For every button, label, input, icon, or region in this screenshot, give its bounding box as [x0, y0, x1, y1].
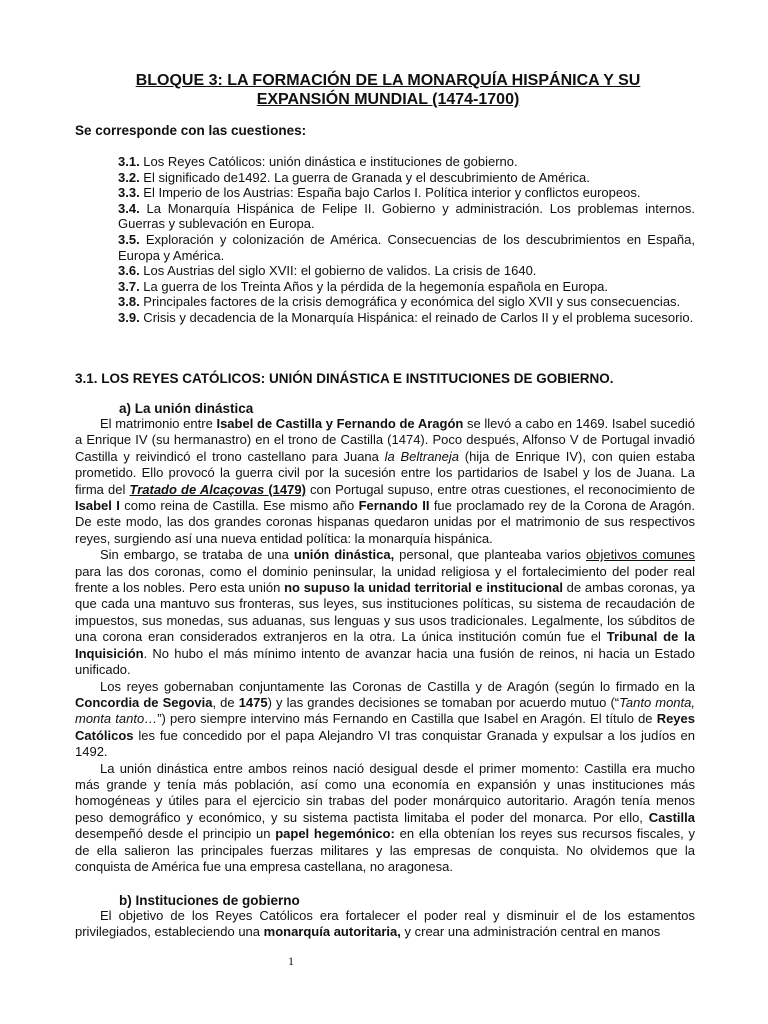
- question-text: Los Reyes Católicos: unión dinástica e instituciones de gobierno.: [139, 154, 518, 169]
- question-text: La Monarquía Hispánica de Felipe II. Gobierno y administración. Los problemas internos. Guerras y sublevación en Europa.: [118, 200, 695, 232]
- text-run: la Beltraneja: [384, 448, 460, 464]
- text-run: no supuso la unidad territorial e institucional: [284, 580, 563, 596]
- question-item: [118, 154, 695, 170]
- text-run: La unión dinástica entre ambos reinos nació desigual desde el primer momento: Castilla era mucho más grande y tenía más población, así como una economía en expansión y unas instituciones más homogéneas y útiles para el ejercicio sin trabas del poder monárquico autoritario. Aragón tenía menos peso demográfico y económico, y su sistema pactista limitaba el poder del monarca. Por ello,: [75, 760, 695, 825]
- questions-intro-label: Se corresponde con las cuestiones:: [75, 123, 307, 138]
- section-heading: 3.1. LOS REYES CATÓLICOS: UNIÓN DINÁSTICA E INSTITUCIONES DE GOBIERNO.: [75, 371, 614, 386]
- text-run: 1475: [238, 694, 268, 710]
- question-item: [118, 310, 695, 326]
- questions-list: [118, 154, 695, 326]
- text-run: de ambas coronas, ya que cada una mantuvo sus fronteras, sus leyes, sus instituciones políticas, su sistema de recaudación de impuestos, sus monedas, sus aduanas, sus lenguas y sus usos tradicionales. Legalmente, los súbditos de una corona eran considerados extranjeros en la otra. La única institución común fue el: [75, 580, 695, 645]
- text-run: ”) pero siempre intervino más Fernando en Castilla que Isabel en Aragón. El título de: [157, 711, 657, 727]
- text-run: Fernando II: [358, 498, 430, 514]
- question-text: El significado de1492. La guerra de Granada y el descubrimiento de América.: [139, 169, 590, 185]
- text-run: Isabel de Castilla y Fernando de Aragón: [216, 416, 464, 431]
- text-run: unión dinástica,: [293, 547, 395, 563]
- text-run: monarquía autoritaria,: [263, 924, 401, 940]
- text-run: fue proclamado rey de la Corona de Aragón. De este modo, las dos grandes coronas hispanas quedaron unidas por el matrimonio de sus respectivos reyes, surgiendo así una nueva entidad política: la monarquía hispánica.: [75, 498, 695, 546]
- question-number: 3.9.: [118, 309, 140, 325]
- text-run: El matrimonio entre: [100, 416, 217, 431]
- paragraph: [75, 547, 695, 678]
- question-text: Principales factores de la crisis demográfica y económica del siglo XVII y sus consecuencias.: [139, 294, 681, 310]
- question-item: [118, 201, 695, 232]
- paragraph: [75, 416, 695, 547]
- text-run: (hija de Enrique IV), con quien estaba prometido. Ello provocó la guerra civil por la sucesión entre los partidarios de Isabel y los de Juana. La firma del: [75, 448, 695, 497]
- text-run: Reyes Católicos: [75, 711, 695, 743]
- question-text: El Imperio de los Austrias: España bajo Carlos I. Política interior y conflictos europeos.: [139, 185, 641, 201]
- text-run: Sin embargo, se trataba de una: [100, 547, 294, 563]
- text-run: en ella obtenían los reyes sus recursos fiscales, y de ella salieron las principales fuerzas militares y las empresas de conquista. No olvidemos que la conquista de América fue una empresa castellana, no aragonesa.: [75, 826, 695, 874]
- question-text: Los Austrias del siglo XVII: el gobierno de validos. La crisis de 1640.: [139, 263, 537, 279]
- text-run: con Portugal supuso, entre otras cuestiones, el reconocimiento de: [305, 481, 695, 497]
- paragraph: [75, 761, 695, 876]
- question-item: [118, 170, 695, 186]
- document-title-line-1: BLOQUE 3: LA FORMACIÓN DE LA MONARQUÍA HISPÁNICA Y SU: [135, 72, 641, 89]
- text-run: Isabel I: [75, 498, 120, 514]
- text-run: Tribunal de la Inquisición: [75, 629, 696, 661]
- text-run: personal, que planteaba varios: [394, 547, 586, 563]
- paragraph: [75, 679, 695, 761]
- text-run: ) y las grandes decisiones se tomaban por acuerdo mutuo (“: [267, 694, 620, 710]
- text-run: les fue concedido por el papa Alejandro VI tras conquistar Granada y expulsar a los judíos en 1492.: [75, 727, 695, 760]
- paragraph: [75, 908, 695, 941]
- subsection-a-body: [75, 416, 695, 875]
- question-text: La guerra de los Treinta Años y la pérdida de la hegemonía española en Europa.: [139, 278, 609, 294]
- question-item: [118, 185, 695, 201]
- question-number: 3.6.: [118, 263, 140, 279]
- question-item: [118, 279, 695, 295]
- text-run: y crear una administración central en manos: [400, 924, 661, 940]
- text-run: . No hubo el más mínimo intento de avanzar hacia una fusión de reinos, ni hacia un Estado unificado.: [75, 645, 695, 678]
- text-run: Castilla: [648, 809, 695, 825]
- text-run: papel hegemónico:: [275, 826, 395, 842]
- text-run: objetivos comunes: [585, 547, 696, 563]
- document-title-line-2: EXPANSIÓN MUNDIAL (1474-1700): [256, 91, 520, 108]
- text-run: para las dos coronas, como el dominio peninsular, la unidad religiosa y el fortalecimiento del poder real frente a los nobles. Pero esta unión: [75, 563, 695, 596]
- question-number: 3.1.: [118, 154, 140, 169]
- text-run: Los reyes gobernaban conjuntamente las Coronas de Castilla y de Aragón (según lo firmado en la: [100, 678, 695, 694]
- question-number: 3.8.: [118, 294, 140, 310]
- question-item: [118, 294, 695, 310]
- question-number: 3.5.: [118, 231, 140, 247]
- question-number: 3.2.: [118, 169, 140, 185]
- subsection-b-heading: b) Instituciones de gobierno: [119, 893, 300, 908]
- text-run: Tanto monta, monta tanto…: [75, 694, 695, 727]
- text-run: Concordia de Segovia: [75, 694, 213, 710]
- text-run: se llevó a cabo en 1469. Isabel sucedió a Enrique IV (su hermanastro) en el trono de Castilla (1474). Poco después, Alfonso V de Portugal invadió Castilla y reivindicó el trono castellano para Juana: [75, 416, 695, 464]
- subsection-a-heading: a) La unión dinástica: [119, 401, 254, 416]
- text-run: El objetivo de los Reyes Católicos era fortalecer el poder real y disminuir el de los estamentos privilegiados, estableciendo una: [75, 908, 695, 940]
- text-run: como reina de Castilla. Ese mismo año: [119, 498, 359, 514]
- question-number: 3.4.: [118, 200, 140, 216]
- question-number: 3.7.: [118, 278, 140, 294]
- question-item: [118, 263, 695, 279]
- page-number: 1: [288, 954, 294, 968]
- question-text: Exploración y colonización de América. Consecuencias de los descubrimientos en España, Europa y América.: [118, 231, 695, 263]
- subsection-b-body: [75, 908, 695, 941]
- text-run: desempeñó desde el principio un: [75, 826, 276, 842]
- question-item: [118, 232, 695, 263]
- text-run: (1479): [264, 481, 306, 497]
- question-text: Crisis y decadencia de la Monarquía Hispánica: el reinado de Carlos II y el problema sucesorio.: [139, 309, 694, 325]
- question-number: 3.3.: [118, 185, 140, 201]
- text-run: , de: [212, 694, 239, 710]
- text-run: Tratado de Alcaçovas: [129, 481, 265, 497]
